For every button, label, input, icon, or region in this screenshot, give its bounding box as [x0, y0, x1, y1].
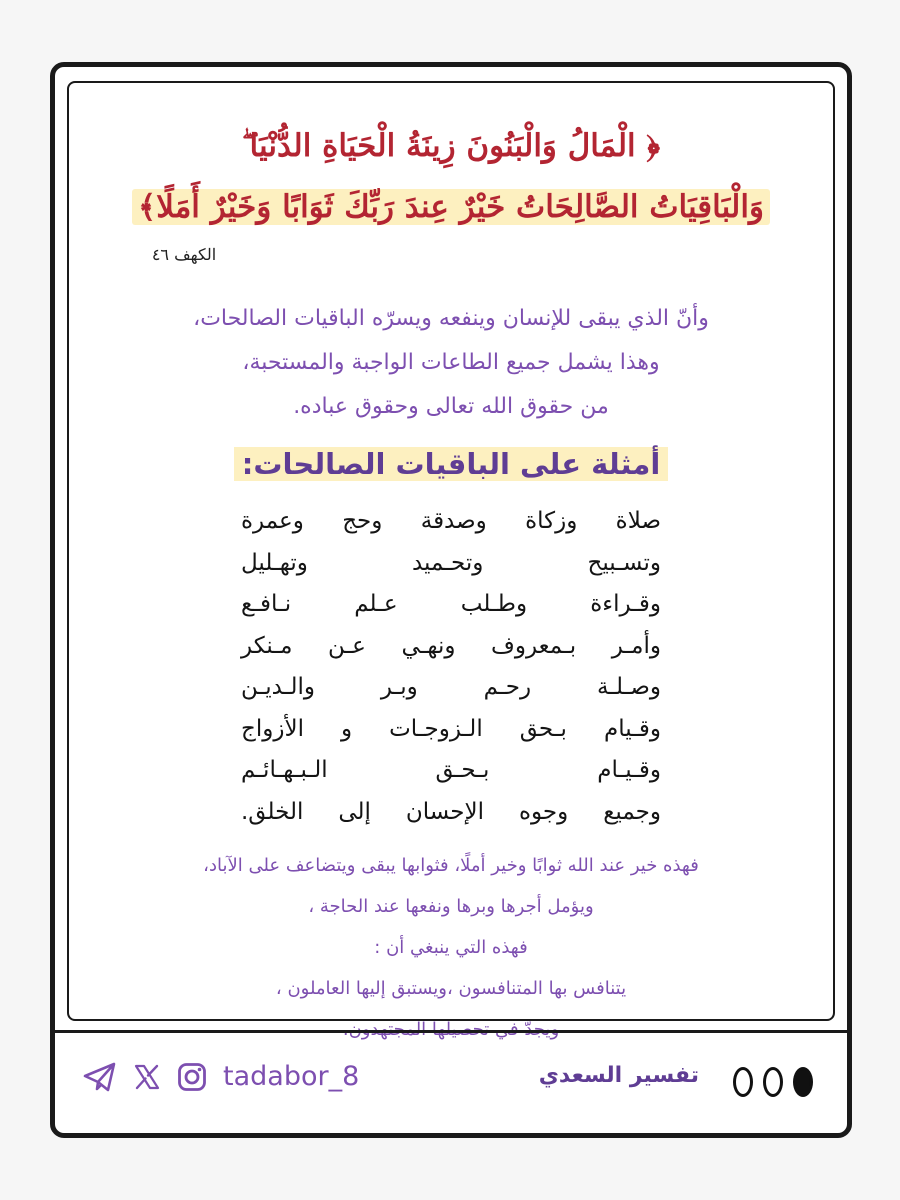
source-label: تفسير السعدي — [538, 1063, 699, 1088]
closing-paragraph — [69, 845, 833, 1050]
intro-line: من حقوق الله تعالى وحقوق عباده. — [293, 394, 609, 419]
verse-line-2 — [69, 186, 833, 229]
social-links — [83, 1061, 359, 1092]
intro-line: وهذا يشمل جميع الطاعات الواجبة والمستحبة، — [242, 350, 660, 375]
instagram-icon[interactable] — [177, 1062, 207, 1092]
telegram-icon[interactable] — [83, 1062, 117, 1092]
intro-line: وأنّ الذي يبقى للإنسان وينفعه ويسرّه الباقيات الصالحات، — [193, 306, 709, 331]
example-item: وقـراءة وطـلب عـلم نـافـع — [241, 591, 661, 617]
verse-line-2-highlight: وَالْبَاقِيَاتُ الصَّالِحَاتُ خَيْرٌ عِندَ رَبِّكَ ثَوَابًا وَخَيْرٌ أَمَلًا﴾ — [132, 189, 770, 225]
content-frame — [67, 81, 835, 1040]
example-item: وأمـر بـمعروف ونهـي عـن مـنكر — [241, 632, 661, 659]
social-handle[interactable]: tadabor_8 — [223, 1061, 360, 1092]
window-dots — [733, 1067, 813, 1097]
dot-icon — [733, 1067, 753, 1097]
examples-list — [241, 501, 661, 833]
example-item: صلاة وزكاة وصدقة وحج وعمرة — [241, 508, 661, 534]
dot-filled-icon — [793, 1067, 813, 1097]
section-heading — [69, 447, 833, 481]
verse-line-1: ﴿ الْمَالُ وَالْبَنُونَ زِينَةُ الْحَيَاةِ الدُّنْيَا ۖ — [241, 128, 661, 164]
section-heading-text: أمثلة على الباقيات الصالحات: — [234, 447, 669, 481]
dot-icon — [763, 1067, 783, 1097]
footer — [55, 1033, 847, 1133]
example-item: وقـيام بـحق الـزوجـات و الأزواج — [241, 715, 661, 742]
closing-line: ويؤمل أجرها وبرها ونفعها عند الحاجة ، — [308, 896, 594, 917]
closing-line: يتنافس بها المتنافسون ،ويستبق إليها العاملون ، — [275, 978, 627, 999]
closing-line: فهذه خير عند الله ثوابًا وخير أملًا، فثوابها يبقى ويتضاعف على الآباد، — [203, 855, 699, 876]
example-item: وقـيـام بـحـق الـبـهـائـم — [241, 757, 661, 783]
surah-reference: الكهف ٤٦ — [151, 245, 217, 264]
closing-line: ويجدّ في تحصيلها المجتهدون. — [342, 1019, 560, 1040]
x-icon[interactable] — [133, 1063, 161, 1091]
example-item: وصـلـة رحـم وبـر والـديـن — [241, 674, 661, 700]
example-item: وجميع وجوه الإحسان إلى الخلق. — [241, 798, 661, 825]
closing-line: فهذه التي ينبغي أن : — [374, 937, 528, 958]
post-card — [50, 62, 852, 1138]
example-item: وتسـبيح وتحـميد وتهـليل — [241, 549, 661, 576]
intro-paragraph — [69, 297, 833, 429]
